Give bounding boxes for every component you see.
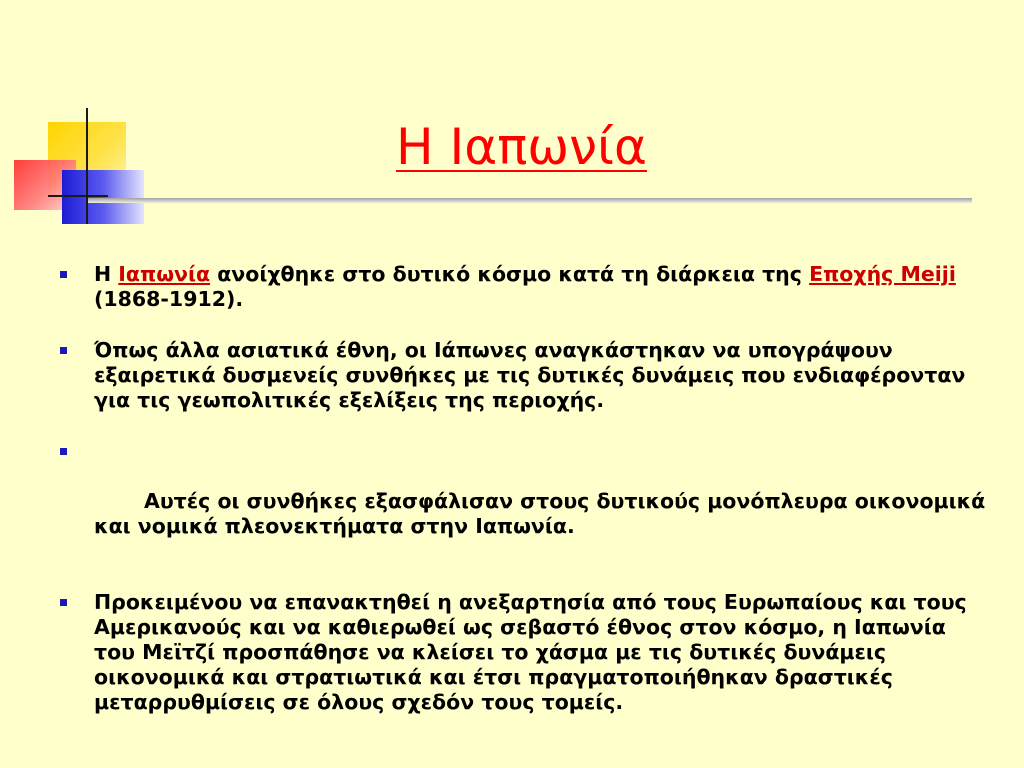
bullet-square-icon bbox=[60, 448, 67, 455]
bullet-item-3 bbox=[58, 439, 993, 564]
bullet-item-1 bbox=[58, 262, 988, 312]
bullet-2-text: Όπως άλλα ασιατικά έθνη, οι Ιάπωνες αναγκάστηκαν να υπογράψουν εξαιρετικά δυσμενείς συνθήκες με τις δυτικές δυνάμεις που ενδιαφέρονταν για τις γεωπολιτικές εξελίξεις της περιοχής. bbox=[94, 338, 966, 412]
bullet-square-icon bbox=[60, 347, 67, 354]
bullet-item-4 bbox=[58, 590, 988, 715]
bullet-1-suffix: (1868-1912). bbox=[94, 287, 244, 311]
link-japan[interactable]: Ιαπωνία bbox=[118, 262, 211, 286]
slide-title: Η Ιαπωνία bbox=[396, 118, 647, 176]
bullet-list bbox=[58, 262, 993, 741]
bullet-4-text: Προκειμένου να επανακτηθεί η ανεξαρτησία από τους Ευρωπαίους και τους Αμερικανούς και να καθιερωθεί ως σεβαστό έθνος στον κόσμο, η Ιαπωνία του Μεϊτζί προσπάθησε να κλείσει το χάσμα με τις δυτικές δυνάμεις οικονομικά και στρατιωτικά και έτσι πραγματοποιήθηκαν δραστικές μεταρρυθμίσεις σε όλους σχεδόν τους τομείς. bbox=[94, 590, 967, 714]
bullet-square-icon bbox=[60, 599, 67, 606]
bullet-1-prefix: Η bbox=[94, 262, 119, 286]
logo-horizontal-line bbox=[48, 195, 108, 197]
bullet-1-middle: ανοίχθηκε στο δυτικό κόσμο κατά τη διάρκεια της bbox=[210, 262, 810, 286]
bullet-item-2 bbox=[58, 338, 988, 413]
link-meiji-era[interactable]: Εποχής Meiji bbox=[809, 262, 956, 286]
bullet-square-icon bbox=[60, 271, 67, 278]
title-divider bbox=[88, 198, 972, 203]
bullet-3-text: Αυτές οι συνθήκες εξασφάλισαν στους δυτικούς μονόπλευρα οικονομικά και νομικά πλεονεκτήματα στην Ιαπωνία. bbox=[94, 489, 993, 538]
logo-blue-square bbox=[62, 170, 144, 224]
logo-vertical-line bbox=[86, 108, 88, 224]
